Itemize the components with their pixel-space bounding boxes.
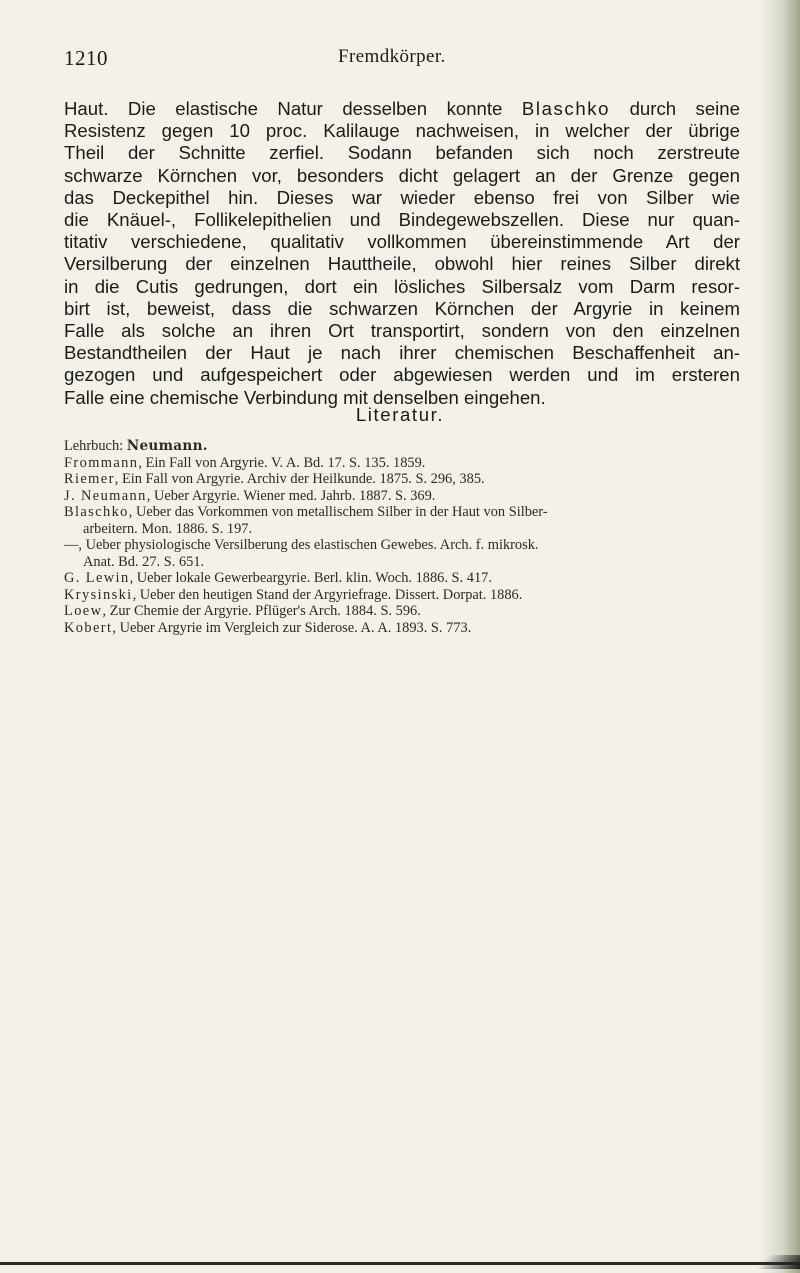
author-name: Frommann	[64, 454, 139, 471]
page-header	[64, 46, 704, 76]
body-line: birt ist, beweist, dass die schwarzen Körnchen der Argyrie in keinem	[64, 297, 740, 319]
literature-entry: Riemer, Ein Fall von Argyrie. Archiv der Heilkunde. 1875. S. 296, 385.	[64, 471, 485, 487]
body-line: gezogen und aufgespeichert oder abgewiesen werden und im ersteren	[64, 364, 740, 386]
body-line: Resistenz gegen 10 proc. Kalilauge nachweisen, in welcher der übrige	[64, 120, 740, 142]
body-line: in die Cutis gedrungen, dort ein lösliches Silbersalz vom Darm resor-	[64, 275, 740, 297]
body-line: schwarze Körnchen vor, besonders dicht gelagert an der Grenze gegen	[64, 164, 740, 186]
literature-entry: Loew, Zur Chemie der Argyrie. Pflüger's Arch. 1884. S. 596.	[64, 603, 421, 619]
literature-entry-continuation: arbeitern. Mon. 1886. S. 197.	[83, 520, 253, 537]
body-line: das Deckepithel hin. Dieses war wieder ebenso frei von Silber wie	[64, 186, 740, 208]
literature-entry: —, Ueber physiologische Versilberung des elastischen Gewebes. Arch. f. mikrosk.	[64, 537, 539, 553]
body-line: Falle eine chemische Verbindung mit denselben eingehen.	[64, 386, 546, 408]
literature-entry: G. Lewin, Ueber lokale Gewerbeargyrie. Berl. klin. Woch. 1886. S. 417.	[64, 570, 492, 586]
author-name: Blaschko	[64, 504, 129, 520]
literature-list	[64, 438, 754, 636]
body-line: titativ verschiedene, qualitativ vollkommen übereinstimmende Art der	[64, 231, 740, 253]
page-edge-shadow	[760, 0, 800, 1273]
literature-entry: J. Neumann, Ueber Argyrie. Wiener med. Jahrb. 1887. S. 369.	[64, 487, 436, 504]
literature-entry: Blaschko, Ueber das Vorkommen von metallischem Silber in der Haut von Silber-	[64, 504, 548, 520]
body-line: die Knäuel-, Follikelepithelien und Bindegewebszellen. Diese nur quan-	[64, 209, 740, 231]
author-name: Krysinski	[64, 586, 133, 603]
body-line: Versilberung der einzelnen Hauttheile, obwohl hier reines Silber direkt	[64, 253, 740, 275]
literature-entry-continuation: Anat. Bd. 27. S. 651.	[83, 553, 205, 570]
author-name: Loew	[64, 603, 103, 619]
author-name: Riemer	[64, 471, 115, 487]
literature-entry: Lehrbuch: Neumann.	[64, 438, 208, 454]
body-line: Bestandtheilen der Haut je nach ihrer chemischen Beschaffenheit an-	[64, 342, 740, 364]
bottom-rule	[0, 1262, 800, 1265]
author-name: Kobert	[64, 619, 113, 636]
body-line: Falle als solche an ihren Ort transportirt, sondern von den einzelnen	[64, 320, 740, 342]
author-name: Blaschko	[521, 98, 611, 119]
literature-entry: Krysinski, Ueber den heutigen Stand der Argyriefrage. Dissert. Dorpat. 1886.	[64, 586, 523, 603]
body-line: Theil der Schnitte zerfiel. Sodann befanden sich noch zerstreute	[64, 142, 740, 164]
author-name: J. Neumann	[64, 487, 147, 504]
literature-heading: Literatur.	[355, 404, 445, 425]
corner-ink-mark	[740, 1255, 800, 1269]
literature-entry: Frommann, Ein Fall von Argyrie. V. A. Bd. 17. S. 135. 1859.	[64, 454, 426, 471]
literature-entry: Kobert, Ueber Argyrie im Vergleich zur Siderose. A. A. 1893. S. 773.	[64, 619, 472, 636]
author-name: G. Lewin	[64, 570, 130, 586]
running-title: Fremdkörper.	[338, 46, 446, 67]
author-name: Neumann.	[126, 438, 208, 454]
body-line: Haut. Die elastische Natur desselben konnte Blaschko durch seine	[64, 98, 740, 119]
page-number: 1210	[64, 46, 108, 70]
body-paragraph	[64, 98, 740, 409]
